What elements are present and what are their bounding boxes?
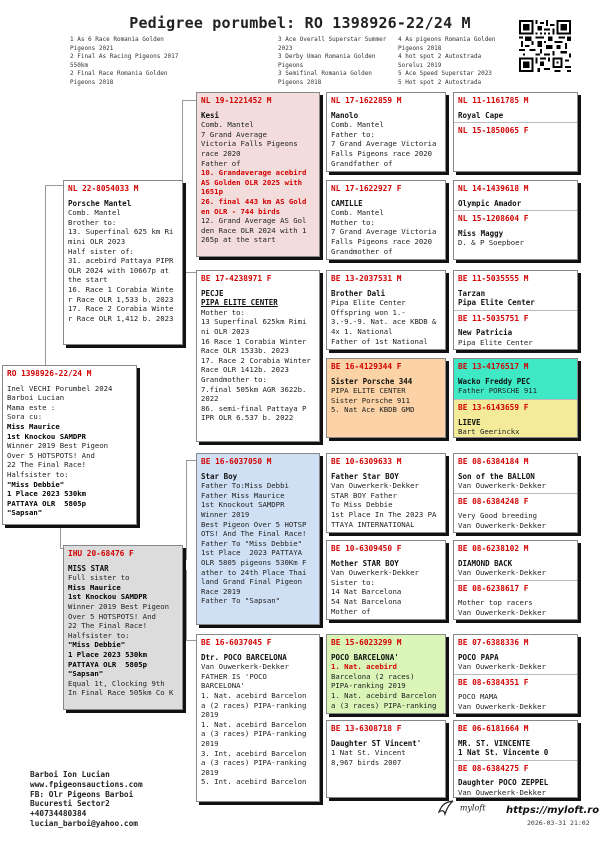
generated-date: 2026-03-31 21:02 bbox=[527, 819, 590, 827]
card-dds[interactable]: BE 15-6023299 M POCO BARCELONA' 1. Nat. acebird Barcelona (2 races) PIPA-ranking 2019 1. Nat. acebird Barcelon a (3 races) PIPA-ranking bbox=[326, 634, 446, 714]
card-sire-sire[interactable]: NL 19-1221452 M Kesi Comb. Mantel 7 Grand Average Victoria Falls Pigeons race 2020 Father of 10. Grandaverage acebird AS Golden OLR 2025 with 1651p 26. final 443 km AS Gold en OLR - 744 birds 12. Grand Average AS Gol den Race OLR 2024 with 1 265p at the start bbox=[196, 92, 320, 257]
card-dsd[interactable]: BE 10-6309450 F Mother STAR BOY Van Ouwerkerk-Dekker Sister to: 14 Nat Barcelona 54 Nat Barcelona Mother of bbox=[326, 540, 446, 620]
card-gen4-pair-2[interactable]: NL 14-1439618 M Olympic Amador NL 15-1208604 F Miss Maggy D. & P Soepboer bbox=[453, 180, 578, 260]
card-gen4-pair-4[interactable]: BE 13-4176517 M Wacko Freddy PEC Father PORSCHE 911 BE 13-6143659 F LIEVE Bart Geerinckx bbox=[453, 358, 578, 438]
card-ddd[interactable]: BE 13-6308718 F Daughter ST Vincent' 1 Nat St. Vincent 8,967 birds 2007 bbox=[326, 720, 446, 798]
card-gen4-pair-3[interactable]: BE 11-5035555 M Tarzan Pipa Elite Center BE 11-5035751 F New Patricia Pipa Elite Center bbox=[453, 270, 578, 350]
ring-number: RO 1398926-22/24 M bbox=[7, 369, 92, 378]
card-dam[interactable]: IHU 20-68476 F MISS STAR Full sister to Miss Maurice 1st Knockou SAMDPR Winner 2019 Best Pigeon Over 5 HOTSPOTS! And 22 The Final Race! Halfsister to: "Miss Debbie" 1 Place 2023 530km PATTAYA OLR 5805p "Sapsan" Equal 1t, Clocking 9th In Final Race 505km Co K bbox=[63, 545, 183, 710]
card-dss[interactable]: BE 10-6309633 M Father Star BOY Van Ouwerkerk-Dekker STAR BOY Father To Miss Debbie 1st Place In The 2023 PA TTAYA INTERNATIONAL bbox=[326, 453, 446, 533]
card-ssd[interactable]: NL 17-1622927 F CAMILLE Comb. Mantel Mother to: 7 Grand Average Victoria Falls Pigeons race 2020 Grandmother of bbox=[326, 180, 446, 260]
card-gen4-pair-1[interactable]: NL 11-1161785 M Royal Cape NL 15-1850065 F bbox=[453, 92, 578, 172]
card-sss[interactable]: NL 17-1622859 M Manolo Comb. Mantel Father to: 7 Grand Average Victoria Falls Pigeons race 2020 Grandfather of bbox=[326, 92, 446, 172]
card-gen4-pair-5[interactable]: BE 08-6384184 M Son of the BALLON Van Ouwerkerk-Dekker BE 08-6384248 F Very Good breeding Van Ouwerkerk-Dekker bbox=[453, 453, 578, 533]
card-sire-dam[interactable]: BE 17-4238971 F PECJE PIPA ELITE CENTER Mother to: 13 Superfinal 625km Rimi ni OLR 2023 16 Race 1 Corabia Winter Race OLR 1533b. 2023 17. Race 2 Corabia Winter Race OLR 1412b. 2023 Grandmother to: 7.final 505km AGR 3622b. 2022 86. semi-final Pattaya P IPR OLR 6.537 b. 2022 bbox=[196, 270, 320, 442]
card-gen4-pair-7[interactable]: BE 07-6388336 M POCO PAPA Van Ouwerkerk-Dekker BE 08-6384351 F POCO MAMA Van Ouwerkerk-Dekker bbox=[453, 634, 578, 714]
card-sire[interactable]: NL 22-8054033 M Porsche Mantel Comb. Mantel Brother to: 13. Superfinal 625 km Ri mini OLR 2023 Half sister of: 31. acebird Pattaya PIPR OLR 2024 with 10667p at the start 16. Race 1 Corabia Winte r Race OLR 1,533 b. 2023 17. Race 2 Corabia Winte r Race OLR 1,412 b. 2023 bbox=[63, 180, 183, 345]
card-gen4-pair-6[interactable]: BE 08-6238102 M DIAMOND BACK Van Ouwerkerk-Dekker BE 08-6238617 F Mother top racers Van Ouwerkerk-Dekker bbox=[453, 540, 578, 620]
page-title: Pedigree porumbel: RO 1398926-22/24 M bbox=[129, 14, 471, 32]
card-dam-dam[interactable]: BE 16-6037045 F Dtr. POCO BARCELONA Van Ouwerkerk-Dekker FATHER IS 'POCO BARCELONA' 1. Nat. acebird Barcelon a (2 races) PIPA-ranking 2019 1. Nat. acebird Barcelon a (3 races) PIPA-ranking 2019 3. Int. acebird Barcelon a (3 races) PIPA-ranking 2019 5. Int. acebird Barcelon bbox=[196, 634, 320, 802]
site-link[interactable]: https://myloft.ro bbox=[506, 805, 600, 816]
card-gen4-pair-8[interactable]: BE 06-6181664 M MR. ST. VINCENTE 1 Nat St. Vincente 0 BE 08-6384275 F Daughter POCO ZEPPEL Van Ouwerkerk-Dekker bbox=[453, 720, 578, 798]
qr-code-icon[interactable] bbox=[519, 20, 571, 72]
owner-info: Barboi Ion Lucian www.fpigeonsauctions.com FB: Olr Pigeons Barboi Bucuresti Sector2 +40734480384 lucian_barboi@yahoo.com bbox=[30, 770, 143, 828]
myloft-logo-icon: myloft bbox=[437, 800, 485, 816]
card-dam-sire[interactable]: BE 16-6037050 M Star Boy Father To:Miss Debbi Father Miss Maurice 1st Knockout SAMDPR Winner 2019 Best Pigeon Over 5 HOTSP OTS! And The Final Race! Father To "Miss Debbie" 1st Place 2023 PATTAYA OLR 5805 pigeons 530Km F ather to 24th Place Thai land Grand Final Pigeon Race 2019 Father To "Sapsan" bbox=[196, 453, 320, 625]
card-subject[interactable]: RO 1398926-22/24 M Inel VECHI Porumbel 2024 Barboi Lucian Mama este : Sora cu: Miss Maurice 1st Knockou SAMDPR Winner 2019 Best Pigeon Over 5 HOTSPOTS! And 22 The Final Race! Halfsister to: "Miss Debbie" 1 Place 2023 530km PATTAYA OLR 5805p "Sapsan" bbox=[2, 365, 137, 525]
header-notes-col1: 1 As 6 Race Romania Golden Pigeons 2021 2 Final As Racing Pigeons 2017 550km 2 Final Race Romania Golden Pigeons 2018 bbox=[70, 36, 179, 86]
header-notes-col2: 3 Ace Overall Superstar Summer 2023 3 Derby Uman Romania Golden Pigeons 3 Semifinal Romania Golden Pigeons 2018 bbox=[278, 36, 387, 86]
card-sds[interactable]: BE 13-2037531 M Brother Dali Pipa Elite Center Offspring won 1.- 3.-9.-9. Nat. ace KBDB & 4x 1. National Father of 1st National bbox=[326, 270, 446, 350]
card-sdd[interactable]: BE 16-4129344 F Sister Porsche 344 PIPA ELITE CENTER Sister Porsche 911 5. Nat Ace KBDB GMD bbox=[326, 358, 446, 438]
header-notes-col3: 4 As pigeons Romania Golden Pigeons 2018 4 hot spot 2 Autostrada Soreluı 2019 5 Ace Speed Superstar 2023 5 Hot spot 2 Autostrada bbox=[398, 36, 496, 86]
